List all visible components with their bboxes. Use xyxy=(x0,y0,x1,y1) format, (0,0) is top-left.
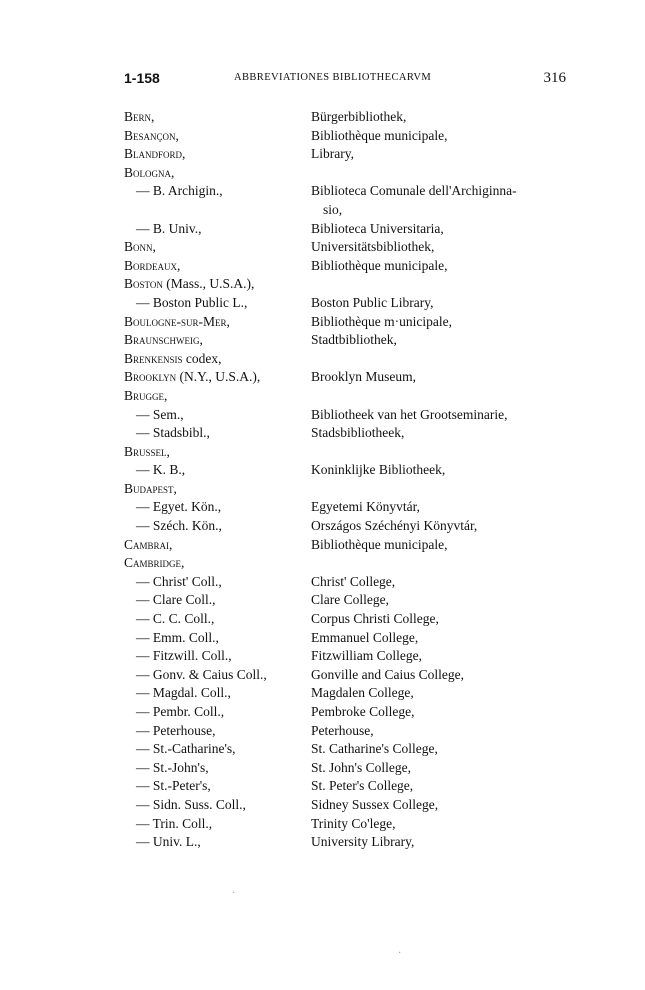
abbreviation-text: — Boston Public L., xyxy=(136,294,248,310)
entry-row xyxy=(124,815,584,834)
entry-row xyxy=(124,684,584,703)
entry-row xyxy=(124,573,584,592)
library-name-text: St. Peter's College, xyxy=(311,778,414,794)
library-name-text: Clare College, xyxy=(311,592,389,608)
library-name-text: Sidney Sussex College, xyxy=(311,796,439,812)
library-name xyxy=(311,517,584,536)
abbreviation-text: — Sidn. Suss. Coll., xyxy=(136,796,246,812)
entry-row xyxy=(124,461,584,480)
library-name xyxy=(311,145,584,164)
library-name xyxy=(311,573,584,592)
abbreviation-text: — Egyet. Kön., xyxy=(136,499,222,515)
library-name xyxy=(311,387,584,406)
library-name xyxy=(311,610,584,629)
library-name xyxy=(311,424,584,443)
abbreviation-text: Brugge, xyxy=(124,387,168,403)
entry-row xyxy=(124,498,584,517)
abbreviation-text: Bonn, xyxy=(124,239,156,255)
sub-abbreviation xyxy=(124,777,311,796)
abbreviation-text: — St.-Catharine's, xyxy=(136,741,236,757)
sub-abbreviation xyxy=(124,684,311,703)
entry-row xyxy=(124,424,584,443)
library-name xyxy=(311,257,584,276)
abbreviation-text: Boston xyxy=(124,276,163,292)
sub-abbreviation xyxy=(124,220,311,239)
entry-row xyxy=(124,275,584,294)
library-name xyxy=(311,127,584,146)
library-name-text: Pembroke College, xyxy=(311,704,415,719)
abbreviation-text: — Széch. Kön., xyxy=(136,518,222,534)
abbreviation-text: Boulogne-sur-Mer, xyxy=(124,313,230,329)
library-name xyxy=(311,722,584,741)
entry-row xyxy=(124,406,584,425)
library-name-text: University Library, xyxy=(311,834,415,850)
sub-abbreviation xyxy=(124,294,311,313)
library-name xyxy=(311,368,584,387)
entry-row xyxy=(124,759,584,778)
city-abbreviation xyxy=(124,554,311,573)
abbreviation-text: — Sem., xyxy=(136,406,184,422)
library-name-continuation: sio, xyxy=(323,201,343,217)
library-name-text: Bürgerbibliothek, xyxy=(311,109,407,124)
abbreviation-text: Bologna, xyxy=(124,164,175,180)
entry-row xyxy=(124,703,584,722)
library-name xyxy=(311,164,584,183)
library-name xyxy=(311,313,584,332)
entry-row xyxy=(124,145,584,164)
library-name xyxy=(311,666,584,685)
city-abbreviation xyxy=(124,331,311,350)
library-name-text: Brooklyn Museum, xyxy=(311,369,417,385)
page-number: 316 xyxy=(543,70,566,86)
abbreviation-text: — Trin. Coll., xyxy=(136,815,213,831)
abbreviation-text: — Christ' Coll., xyxy=(136,573,222,589)
library-name xyxy=(311,220,584,239)
library-name xyxy=(311,108,584,127)
city-abbreviation xyxy=(124,368,311,387)
library-name xyxy=(311,684,584,703)
library-name-text: Országos Széchényi Könyvtár, xyxy=(311,518,478,534)
library-name xyxy=(311,759,584,778)
entry-row xyxy=(124,517,584,536)
abbreviation-text: Brooklyn xyxy=(124,369,177,385)
city-abbreviation xyxy=(124,536,311,555)
library-name-text: Magdalen College, xyxy=(311,685,414,701)
library-name xyxy=(311,833,584,852)
library-name-text: Stadsbibliotheek, xyxy=(311,425,405,441)
library-name-text: Egyetemi Könyvtár, xyxy=(311,499,420,515)
abbreviation-text: Besançon, xyxy=(124,127,179,143)
library-name-text: Universitätsbibliothek, xyxy=(311,239,435,255)
library-name-text: St. John's College, xyxy=(311,759,411,775)
sub-abbreviation xyxy=(124,740,311,759)
library-name-text: Bibliothèque municipale, xyxy=(311,536,448,552)
running-title: ABBREVIATIONES BIBLIOTHECARVM xyxy=(234,72,432,83)
library-name-text: St. Catharine's College, xyxy=(311,741,438,757)
library-name-text: Emmanuel College, xyxy=(311,629,419,645)
abbreviation-suffix: (Mass., U.S.A.), xyxy=(162,276,255,292)
abbreviation-text: — St.-Peter's, xyxy=(136,778,211,794)
library-name xyxy=(311,461,584,480)
library-name xyxy=(311,554,584,573)
entry-row xyxy=(124,350,584,369)
section-number: 1-158 xyxy=(124,70,160,86)
library-name-text: Peterhouse, xyxy=(311,722,374,738)
entry-row xyxy=(124,722,584,741)
abbreviation-suffix: (N.Y., U.S.A.), xyxy=(176,369,261,385)
library-name xyxy=(311,406,584,425)
library-name-text: Bibliothèque municipale, xyxy=(311,257,448,273)
abbreviation-text: Braunschweig, xyxy=(124,332,203,348)
sub-abbreviation xyxy=(124,759,311,778)
library-name xyxy=(311,777,584,796)
abbreviation-text: — B. Archigin., xyxy=(136,183,223,199)
entry-row xyxy=(124,127,584,146)
city-abbreviation xyxy=(124,480,311,499)
library-name-text: Boston Public Library, xyxy=(311,294,434,310)
entry-row xyxy=(124,536,584,555)
sub-abbreviation xyxy=(124,498,311,517)
entry-row xyxy=(124,647,584,666)
library-name-text: Corpus Christi College, xyxy=(311,611,439,627)
sub-abbreviation xyxy=(124,815,311,834)
abbreviation-text: — Peterhouse, xyxy=(136,722,216,738)
entry-row xyxy=(124,164,584,183)
sub-abbreviation xyxy=(124,573,311,592)
abbreviation-text: Budapest, xyxy=(124,480,177,496)
library-name xyxy=(311,815,584,834)
library-name xyxy=(311,182,584,219)
abbreviation-text: — St.-John's, xyxy=(136,759,209,775)
library-name xyxy=(311,647,584,666)
library-name xyxy=(311,703,584,722)
library-name xyxy=(311,443,584,462)
library-name xyxy=(311,331,584,350)
entry-row xyxy=(124,313,584,332)
library-name xyxy=(311,740,584,759)
library-name-text: Gonville and Caius College, xyxy=(311,666,464,682)
abbreviation-text: — Stadsbibl., xyxy=(136,425,210,441)
library-name-text: Christ' College, xyxy=(311,573,396,589)
library-name-text: Biblioteca Universitaria, xyxy=(311,220,444,236)
abbreviation-text: Brenkensis xyxy=(124,350,183,366)
entry-row xyxy=(124,108,584,127)
sub-abbreviation xyxy=(124,424,311,443)
entry-row xyxy=(124,629,584,648)
abbreviation-text: Bordeaux, xyxy=(124,257,181,273)
library-name-text: Library, xyxy=(311,146,354,162)
city-abbreviation xyxy=(124,313,311,332)
sub-abbreviation xyxy=(124,182,311,219)
abbreviation-text: — Univ. L., xyxy=(136,834,201,850)
sub-abbreviation xyxy=(124,610,311,629)
entry-row xyxy=(124,666,584,685)
entry-row xyxy=(124,257,584,276)
city-abbreviation xyxy=(124,145,311,164)
library-name xyxy=(311,480,584,499)
abbreviation-text: — C. C. Coll., xyxy=(136,611,215,627)
abbreviation-text: Blandford, xyxy=(124,146,186,162)
abbreviation-suffix: codex, xyxy=(182,350,222,366)
library-name xyxy=(311,294,584,313)
city-abbreviation xyxy=(124,275,311,294)
abbreviation-text: — Pembr. Coll., xyxy=(136,704,225,719)
city-abbreviation xyxy=(124,164,311,183)
abbreviation-text: — B. Univ., xyxy=(136,220,202,236)
abbreviation-text: Brussel, xyxy=(124,443,170,459)
abbreviation-text: Cambridge, xyxy=(124,555,185,571)
city-abbreviation xyxy=(124,387,311,406)
abbreviation-text: — Clare Coll., xyxy=(136,592,216,608)
entry-row xyxy=(124,238,584,257)
library-name-text: Biblioteca Comunale dell'Archiginna- xyxy=(311,183,517,199)
entry-row xyxy=(124,480,584,499)
sub-abbreviation xyxy=(124,406,311,425)
abbreviation-text: — Gonv. & Caius Coll., xyxy=(136,666,267,682)
sub-abbreviation xyxy=(124,833,311,852)
entry-row xyxy=(124,740,584,759)
sub-abbreviation xyxy=(124,666,311,685)
sub-abbreviation xyxy=(124,722,311,741)
entry-row xyxy=(124,833,584,852)
library-name-text: Bibliothèque municipale, xyxy=(311,127,448,143)
library-name-text: Fitzwilliam College, xyxy=(311,648,422,664)
abbreviation-text: — Fitzwill. Coll., xyxy=(136,648,232,664)
library-name xyxy=(311,350,584,369)
library-name xyxy=(311,536,584,555)
city-abbreviation xyxy=(124,257,311,276)
city-abbreviation xyxy=(124,350,311,369)
abbreviation-text: Bern, xyxy=(124,109,155,124)
library-name-text: Stadtbibliothek, xyxy=(311,332,397,348)
library-name-text: Bibliothèque m·unicipale, xyxy=(311,313,452,329)
city-abbreviation xyxy=(124,443,311,462)
entry-row xyxy=(124,387,584,406)
city-abbreviation xyxy=(124,127,311,146)
entry-row xyxy=(124,182,584,219)
sub-abbreviation xyxy=(124,629,311,648)
entry-row xyxy=(124,294,584,313)
sub-abbreviation xyxy=(124,461,311,480)
sub-abbreviation xyxy=(124,703,311,722)
library-name xyxy=(311,591,584,610)
entry-row xyxy=(124,443,584,462)
entry-row xyxy=(124,220,584,239)
entry-row xyxy=(124,796,584,815)
entry-row xyxy=(124,554,584,573)
library-name xyxy=(311,275,584,294)
sub-abbreviation xyxy=(124,647,311,666)
library-name-text: Koninklijke Bibliotheek, xyxy=(311,462,446,478)
library-name xyxy=(311,796,584,815)
library-name-text: Trinity Co'lege, xyxy=(311,815,396,831)
sub-abbreviation xyxy=(124,517,311,536)
entry-row xyxy=(124,591,584,610)
entry-row xyxy=(124,368,584,387)
abbreviation-list xyxy=(124,108,584,852)
abbreviation-text: — Emm. Coll., xyxy=(136,629,219,645)
library-name xyxy=(311,629,584,648)
abbreviation-text: Cambrai, xyxy=(124,536,173,552)
sub-abbreviation xyxy=(124,796,311,815)
scan-speck: · xyxy=(232,888,236,899)
library-name xyxy=(311,498,584,517)
city-abbreviation xyxy=(124,238,311,257)
page-header xyxy=(124,70,566,90)
sub-abbreviation xyxy=(124,591,311,610)
library-name xyxy=(311,238,584,257)
entry-row xyxy=(124,610,584,629)
library-name-text: Bibliotheek van het Grootseminarie, xyxy=(311,406,508,422)
abbreviation-text: — Magdal. Coll., xyxy=(136,685,231,701)
city-abbreviation xyxy=(124,108,311,127)
abbreviation-text: — K. B., xyxy=(136,462,186,478)
scan-speck: · xyxy=(398,948,402,959)
entry-row xyxy=(124,331,584,350)
entry-row xyxy=(124,777,584,796)
